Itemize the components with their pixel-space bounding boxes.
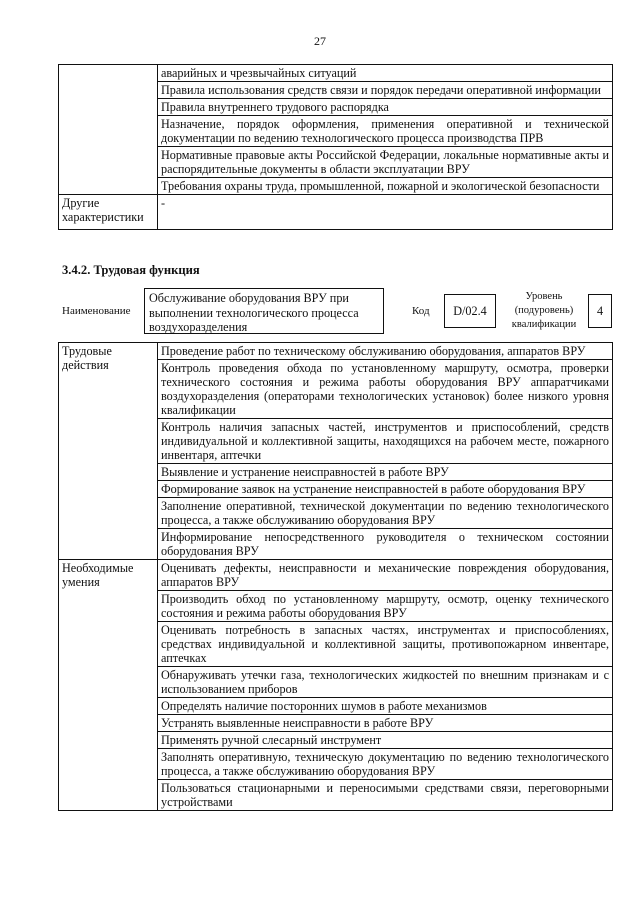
- level-value: 4: [596, 304, 604, 318]
- table-cell-empty: [59, 65, 158, 195]
- code-value: D/02.4: [453, 304, 487, 318]
- labor-function-table: [58, 342, 613, 811]
- list-item: Правила внутреннего трудового распорядка: [158, 99, 613, 116]
- list-item: Устранять выявленные неисправности в работе ВРУ: [158, 715, 613, 732]
- other-characteristics-label: Другие характеристики: [59, 195, 158, 230]
- labor-actions-label: Трудовые действия: [59, 343, 158, 560]
- list-item: Пользоваться стационарными и переносимыми средствами связи, переговорными устройствами: [158, 780, 613, 811]
- page-number: 27: [314, 34, 326, 48]
- level-value-box: [588, 294, 612, 328]
- table-row: [59, 560, 613, 591]
- table-row: [59, 343, 613, 360]
- list-item: Оценивать потребность в запасных частях, инструментах и приспособлениях, средствах индивидуальной и коллективной защиты, противопожарном инвентаре, аптечках: [158, 622, 613, 667]
- list-item: Определять наличие посторонних шумов в работе механизмов: [158, 698, 613, 715]
- list-item: Назначение, порядок оформления, применения оперативной и технической документации по ведению технологического процесса производства ПРВ: [158, 116, 613, 147]
- table-row: [59, 65, 613, 82]
- section-heading: 3.4.2. Трудовая функция: [62, 263, 200, 277]
- name-label: Наименование: [62, 305, 131, 317]
- list-item: аварийных и чрезвычайных ситуаций: [158, 65, 613, 82]
- required-skills-label: Необходимые умения: [59, 560, 158, 811]
- other-characteristics-value: -: [158, 195, 613, 230]
- code-value-box: [444, 294, 496, 328]
- list-item: Производить обход по установленному маршруту, осмотр, оценку технического состояния и режима работы оборудования ВРУ: [158, 591, 613, 622]
- list-item: Правила использования средств связи и порядок передачи оперативной информации: [158, 82, 613, 99]
- list-item: Контроль наличия запасных частей, инструментов и приспособлений, средств индивидуальной и коллективной защиты, находящихся на рабочем месте, пожарного инвентаря, аптечки: [158, 419, 613, 464]
- name-value: Обслуживание оборудования ВРУ при выполнении технологического процесса воздухоразделения: [149, 291, 359, 334]
- list-item: Требования охраны труда, промышленной, пожарной и экологической безопасности: [158, 178, 613, 195]
- level-label: Уровень (подуровень) квалификации: [511, 291, 577, 330]
- list-item: Проведение работ по техническому обслуживанию оборудования, аппаратов ВРУ: [158, 343, 613, 360]
- list-item: Применять ручной слесарный инструмент: [158, 732, 613, 749]
- list-item: Информирование непосредственного руководителя о техническом состоянии оборудования ВРУ: [158, 529, 613, 560]
- list-item: Формирование заявок на устранение неисправностей в работе оборудования ВРУ: [158, 481, 613, 498]
- list-item: Нормативные правовые акты Российской Федерации, локальные нормативные акты и распорядительные документы в области эксплуатации ВРУ: [158, 147, 613, 178]
- list-item: Выявление и устранение неисправностей в работе ВРУ: [158, 464, 613, 481]
- knowledge-table: [58, 64, 613, 230]
- name-value-box: [144, 288, 384, 334]
- list-item: Заполнять оперативную, техническую документацию по ведению технологического процесса, а также обслуживанию оборудования ВРУ: [158, 749, 613, 780]
- code-label: Код: [412, 305, 430, 317]
- table-row: [59, 195, 613, 230]
- list-item: Оценивать дефекты, неисправности и механические повреждения оборудования, аппаратов ВРУ: [158, 560, 613, 591]
- list-item: Обнаруживать утечки газа, технологических жидкостей по внешним признакам и с использованием приборов: [158, 667, 613, 698]
- function-header: [58, 288, 613, 336]
- list-item: Контроль проведения обхода по установленному маршруту, осмотра, проверки технического состояния и режима работы оборудования ВРУ аппаратчиками воздухоразделения (операторами технологических установок) более низкого уровня квалификации: [158, 360, 613, 419]
- list-item: Заполнение оперативной, технической документации по ведению технологического процесса, а также обслуживанию оборудования ВРУ: [158, 498, 613, 529]
